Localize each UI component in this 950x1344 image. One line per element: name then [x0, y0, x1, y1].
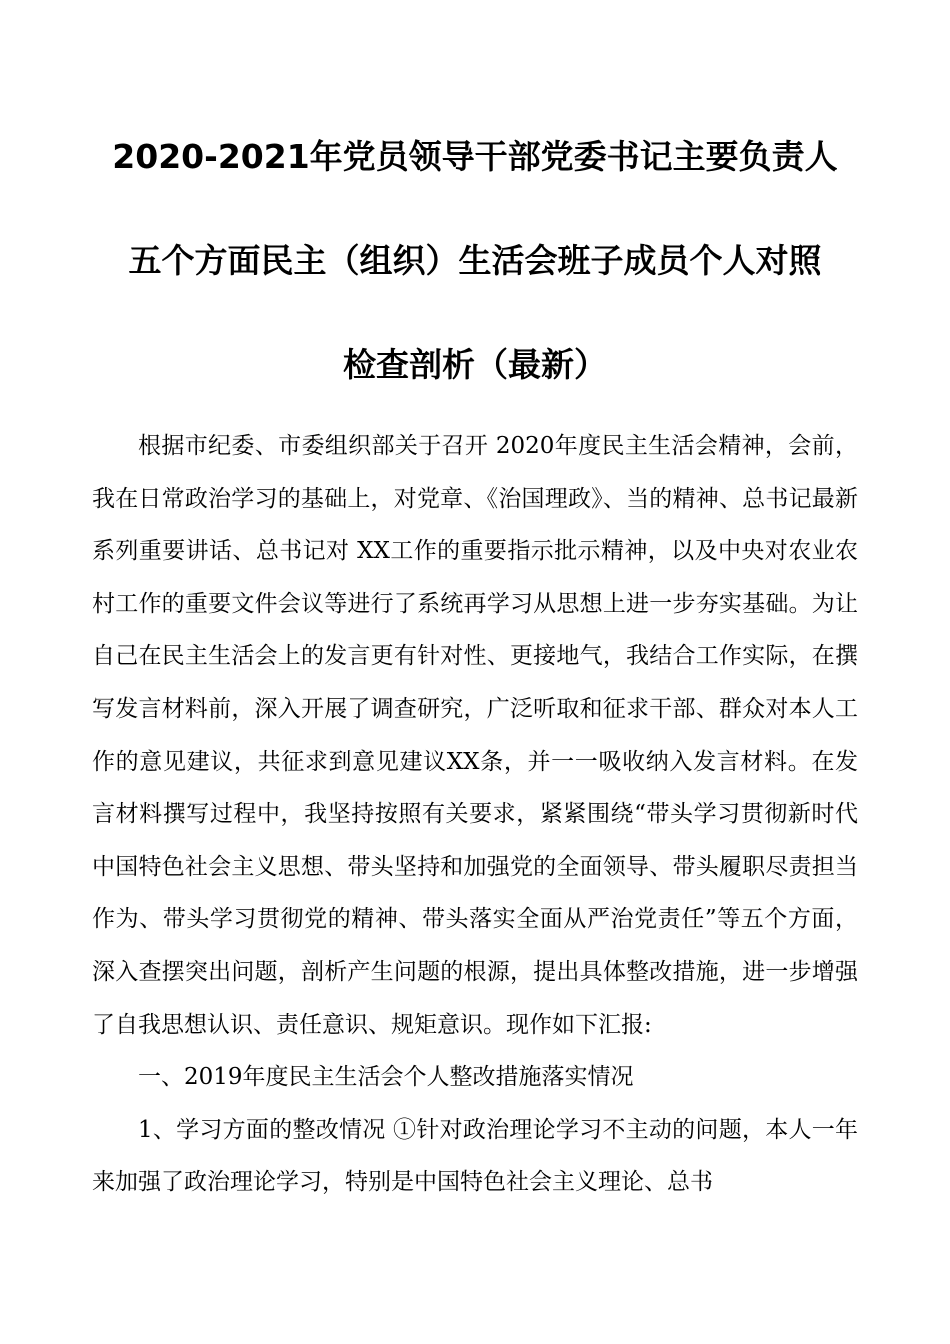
subsection-paragraph-1: 1、学习方面的整改情况 ①针对政治理论学习不主动的问题，本人一年来加强了政治理论学习，特别是中国特色社会主义理论、总书 — [92, 1116, 858, 1196]
section-heading-1: 一、2019年度民主生活会个人整改措施落实情况 — [138, 1064, 634, 1091]
document-title-line-3: 检查剖析（最新） — [343, 345, 607, 384]
document-title-line-1: 2020-2021年党员领导干部党委书记主要负责人 — [112, 137, 838, 176]
document-body — [92, 420, 858, 1209]
intro-paragraph: 根据市纪委、市委组织部关于召开 2020年度民主生活会精神，会前，我在日常政治学习的基础上，对党章、《治国理政》、当的精神、总书记最新系列重要讲话、总书记对 XX工作的重要指示批示精神，以及中央对农业农村工作的重要文件会议等进行了系统再学习从思想上进一步夯实基础。为让自己在民主生活会上的发言更有针对性、更接地气，我结合工作实际，在撰写发言材料前，深入开展了调查研究，广泛听取和征求干部、群众对本人工作的意见建议，共征求到意见建议XX条，并一一吸收纳入发言材料。在发言材料撰写过程中，我坚持按照有关要求，紧紧围绕“带头学习贯彻新时代中国特色社会主义思想、带头坚持和加强党的全面领导、带头履职尽责担当作为、带头学习贯彻党的精神、带头落实全面从严治党责任”等五个方面，深入查摆突出问题，剖析产生问题的根源，提出具体整改措施，进一步增强了自我思想认识、责任意识、规矩意识。现作如下汇报: — [92, 433, 858, 1038]
document-title-line-2: 五个方面民主（组织）生活会班子成员个人对照 — [128, 241, 822, 280]
